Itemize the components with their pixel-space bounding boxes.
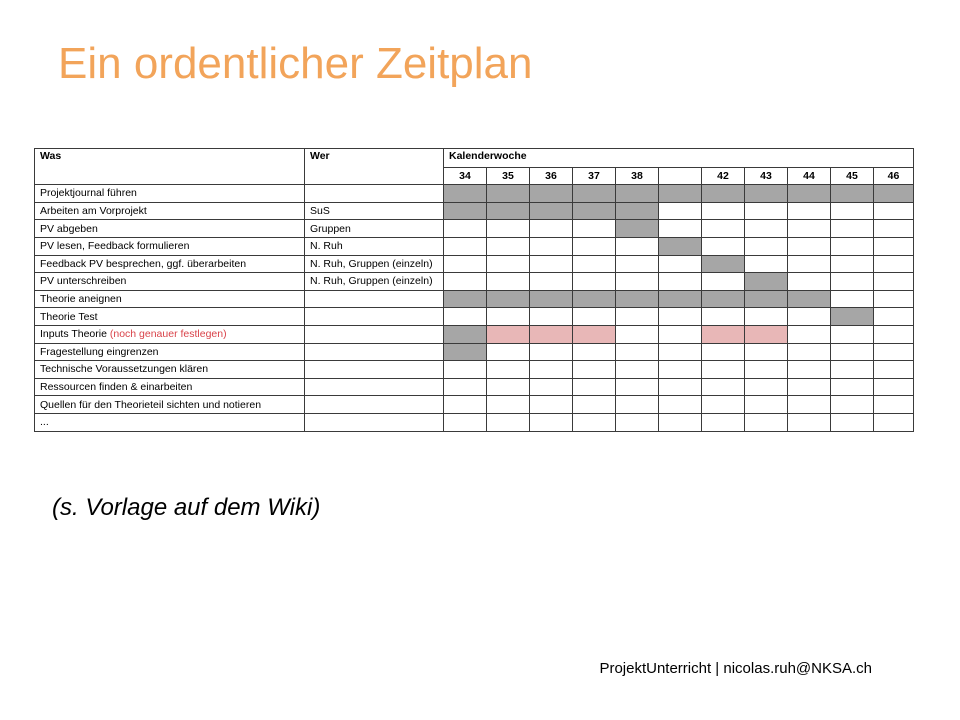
task-name-cell [35, 237, 305, 255]
task-row [35, 202, 914, 220]
week-cell-empty [745, 237, 788, 255]
week-cell-empty [573, 413, 616, 431]
week-cell-empty [530, 255, 573, 273]
task-name: ... [40, 416, 49, 429]
week-cell-empty [874, 255, 914, 273]
week-header-cell: 36 [530, 167, 573, 185]
task-note: (noch genauer festlegen) [109, 328, 227, 341]
task-name-cell [35, 185, 305, 203]
week-cell-scheduled [573, 202, 616, 220]
week-cell-empty [530, 396, 573, 414]
week-cell-empty [788, 255, 831, 273]
week-cell-empty [530, 343, 573, 361]
week-cell-scheduled [874, 185, 914, 203]
task-row [35, 290, 914, 308]
schedule-table [34, 148, 914, 432]
week-cell-empty [530, 413, 573, 431]
week-cell-empty [745, 255, 788, 273]
week-header-cell: 35 [487, 167, 530, 185]
week-cell-empty [831, 343, 874, 361]
task-name-cell [35, 220, 305, 238]
task-row [35, 361, 914, 379]
task-name: Feedback PV besprechen, ggf. überarbeiten [40, 257, 247, 270]
week-cell-empty [788, 202, 831, 220]
week-cell-tentative [573, 325, 616, 343]
week-cell-empty [444, 220, 487, 238]
week-cell-tentative [745, 325, 788, 343]
week-cell-empty [659, 343, 702, 361]
task-row [35, 237, 914, 255]
task-row [35, 220, 914, 238]
task-owner-cell [305, 413, 444, 431]
task-name-cell [35, 325, 305, 343]
task-row [35, 273, 914, 291]
task-name-cell [35, 378, 305, 396]
week-cell-empty [616, 273, 659, 291]
task-name-cell [35, 343, 305, 361]
week-cell-empty [831, 325, 874, 343]
week-cell-empty [530, 220, 573, 238]
week-cell-empty [745, 343, 788, 361]
week-cell-empty [573, 237, 616, 255]
week-cell-empty [530, 378, 573, 396]
column-header-kalenderwoche: Kalenderwoche [444, 149, 914, 168]
task-name: Arbeiten am Vorprojekt [40, 205, 147, 218]
week-cell-empty [874, 413, 914, 431]
week-cell-empty [831, 378, 874, 396]
week-cell-empty [659, 308, 702, 326]
week-cell-empty [745, 396, 788, 414]
week-cell-scheduled [444, 185, 487, 203]
week-cell-empty [659, 220, 702, 238]
week-cell-empty [616, 413, 659, 431]
week-header-cell [659, 167, 702, 185]
week-cell-empty [788, 237, 831, 255]
task-owner-cell [305, 396, 444, 414]
week-cell-empty [831, 220, 874, 238]
week-cell-empty [788, 325, 831, 343]
task-owner-cell [305, 325, 444, 343]
week-cell-empty [702, 308, 745, 326]
week-cell-empty [702, 378, 745, 396]
week-cell-empty [659, 413, 702, 431]
week-header-cell: 42 [702, 167, 745, 185]
week-cell-empty [702, 361, 745, 379]
task-row [35, 396, 914, 414]
week-cell-empty [788, 220, 831, 238]
week-cell-scheduled [444, 325, 487, 343]
week-cell-empty [702, 396, 745, 414]
week-cell-empty [444, 308, 487, 326]
week-cell-empty [573, 396, 616, 414]
task-name: Projektjournal führen [40, 187, 137, 200]
week-cell-empty [874, 396, 914, 414]
week-cell-empty [702, 413, 745, 431]
week-cell-empty [616, 325, 659, 343]
week-cell-empty [444, 273, 487, 291]
week-cell-empty [487, 237, 530, 255]
task-name-cell [35, 413, 305, 431]
task-row [35, 378, 914, 396]
task-owner-cell [305, 308, 444, 326]
week-cell-scheduled [659, 185, 702, 203]
week-cell-scheduled [616, 290, 659, 308]
week-cell-scheduled [702, 290, 745, 308]
week-cell-empty [874, 273, 914, 291]
task-owner-cell [305, 343, 444, 361]
week-cell-empty [487, 361, 530, 379]
task-row [35, 185, 914, 203]
week-cell-empty [616, 343, 659, 361]
week-cell-empty [702, 273, 745, 291]
week-cell-empty [573, 343, 616, 361]
task-owner-cell [305, 185, 444, 203]
task-name: PV unterschreiben [40, 275, 127, 288]
week-cell-empty [831, 361, 874, 379]
week-cell-empty [487, 396, 530, 414]
week-cell-empty [745, 413, 788, 431]
week-cell-empty [659, 325, 702, 343]
week-cell-empty [487, 343, 530, 361]
week-cell-empty [702, 343, 745, 361]
week-header-cell: 46 [874, 167, 914, 185]
week-cell-empty [573, 378, 616, 396]
week-cell-tentative [702, 325, 745, 343]
week-cell-scheduled [788, 290, 831, 308]
week-cell-scheduled [444, 290, 487, 308]
task-row [35, 343, 914, 361]
week-cell-scheduled [444, 202, 487, 220]
week-cell-empty [788, 308, 831, 326]
week-cell-empty [745, 378, 788, 396]
week-cell-empty [530, 308, 573, 326]
week-cell-empty [788, 413, 831, 431]
week-cell-scheduled [487, 185, 530, 203]
task-name: Inputs Theorie [40, 328, 107, 341]
week-cell-empty [874, 237, 914, 255]
week-cell-scheduled [530, 202, 573, 220]
week-cell-empty [831, 255, 874, 273]
week-cell-empty [616, 237, 659, 255]
column-header-was: Was [35, 149, 305, 185]
task-owner-cell: SuS [305, 202, 444, 220]
week-cell-empty [831, 202, 874, 220]
week-cell-scheduled [616, 220, 659, 238]
week-cell-empty [530, 273, 573, 291]
task-owner-cell: Gruppen [305, 220, 444, 238]
week-cell-empty [702, 202, 745, 220]
week-cell-empty [874, 220, 914, 238]
week-cell-scheduled [702, 255, 745, 273]
task-name-cell [35, 396, 305, 414]
week-cell-empty [745, 361, 788, 379]
week-cell-empty [831, 273, 874, 291]
week-cell-empty [444, 396, 487, 414]
task-row [35, 255, 914, 273]
task-name-cell [35, 290, 305, 308]
week-cell-scheduled [573, 185, 616, 203]
task-owner-cell [305, 378, 444, 396]
task-owner-cell [305, 361, 444, 379]
week-cell-empty [745, 308, 788, 326]
task-name-cell [35, 255, 305, 273]
task-name-cell [35, 361, 305, 379]
week-cell-empty [487, 255, 530, 273]
week-cell-empty [831, 413, 874, 431]
week-cell-tentative [487, 325, 530, 343]
week-cell-scheduled [616, 202, 659, 220]
task-name: Theorie aneignen [40, 293, 122, 306]
task-name: Technische Voraussetzungen klären [40, 363, 209, 376]
week-cell-scheduled [573, 290, 616, 308]
task-owner-cell: N. Ruh [305, 237, 444, 255]
week-cell-empty [487, 413, 530, 431]
wiki-reference-note: (s. Vorlage auf dem Wiki) [52, 494, 321, 521]
week-cell-empty [616, 308, 659, 326]
week-cell-scheduled [659, 237, 702, 255]
week-cell-empty [831, 290, 874, 308]
week-cell-scheduled [702, 185, 745, 203]
week-cell-empty [874, 378, 914, 396]
task-row [35, 413, 914, 431]
week-cell-empty [745, 202, 788, 220]
week-cell-empty [616, 396, 659, 414]
week-cell-scheduled [831, 308, 874, 326]
task-name-cell [35, 308, 305, 326]
footer-text: ProjektUnterricht | nicolas.ruh@NKSA.ch [599, 660, 872, 677]
task-name: PV lesen, Feedback formulieren [40, 240, 190, 253]
week-cell-empty [573, 220, 616, 238]
task-row [35, 325, 914, 343]
week-cell-empty [659, 396, 702, 414]
week-cell-empty [788, 343, 831, 361]
column-header-wer: Wer [305, 149, 444, 185]
week-header-cell: 38 [616, 167, 659, 185]
task-name: Ressourcen finden & einarbeiten [40, 381, 193, 394]
week-cell-empty [530, 361, 573, 379]
week-cell-scheduled [444, 343, 487, 361]
slide-title: Ein ordentlicher Zeitplan [58, 39, 533, 88]
week-cell-empty [573, 273, 616, 291]
task-name: Fragestellung eingrenzen [40, 345, 159, 358]
week-cell-scheduled [616, 185, 659, 203]
week-cell-scheduled [530, 185, 573, 203]
week-cell-empty [573, 361, 616, 379]
task-name-cell [35, 273, 305, 291]
week-cell-empty [444, 237, 487, 255]
task-name: Quellen für den Theorieteil sichten und notieren [40, 398, 262, 411]
week-cell-empty [444, 378, 487, 396]
week-cell-empty [659, 361, 702, 379]
week-cell-empty [874, 202, 914, 220]
week-header-cell: 45 [831, 167, 874, 185]
week-cell-empty [487, 308, 530, 326]
task-name-cell [35, 202, 305, 220]
week-cell-empty [616, 255, 659, 273]
week-header-cell: 34 [444, 167, 487, 185]
week-cell-scheduled [487, 290, 530, 308]
week-cell-empty [788, 378, 831, 396]
task-owner-cell: N. Ruh, Gruppen (einzeln) [305, 255, 444, 273]
week-cell-empty [616, 378, 659, 396]
week-cell-empty [874, 343, 914, 361]
week-cell-empty [788, 396, 831, 414]
week-cell-empty [702, 220, 745, 238]
week-cell-empty [831, 237, 874, 255]
week-cell-empty [573, 255, 616, 273]
week-cell-empty [659, 273, 702, 291]
week-cell-empty [659, 202, 702, 220]
week-cell-empty [487, 220, 530, 238]
week-cell-scheduled [788, 185, 831, 203]
week-cell-empty [874, 325, 914, 343]
week-cell-empty [444, 255, 487, 273]
week-cell-empty [874, 290, 914, 308]
week-cell-empty [530, 237, 573, 255]
task-owner-cell [305, 290, 444, 308]
week-cell-empty [659, 255, 702, 273]
week-cell-empty [788, 361, 831, 379]
week-cell-empty [745, 220, 788, 238]
task-name: Theorie Test [40, 310, 98, 323]
week-cell-empty [788, 273, 831, 291]
week-cell-scheduled [745, 185, 788, 203]
week-cell-scheduled [745, 273, 788, 291]
week-cell-scheduled [745, 290, 788, 308]
week-cell-scheduled [659, 290, 702, 308]
week-header-cell: 43 [745, 167, 788, 185]
week-cell-scheduled [530, 290, 573, 308]
week-cell-empty [487, 378, 530, 396]
week-cell-empty [874, 361, 914, 379]
header-row [35, 149, 914, 168]
week-cell-tentative [530, 325, 573, 343]
task-row [35, 308, 914, 326]
week-cell-empty [702, 237, 745, 255]
week-cell-scheduled [831, 185, 874, 203]
task-name: PV abgeben [40, 222, 98, 235]
task-owner-cell: N. Ruh, Gruppen (einzeln) [305, 273, 444, 291]
week-cell-empty [659, 378, 702, 396]
week-cell-empty [487, 273, 530, 291]
week-cell-empty [444, 361, 487, 379]
week-cell-empty [874, 308, 914, 326]
week-header-cell: 44 [788, 167, 831, 185]
week-cell-empty [444, 413, 487, 431]
week-header-cell: 37 [573, 167, 616, 185]
week-cell-empty [573, 308, 616, 326]
week-cell-scheduled [487, 202, 530, 220]
week-cell-empty [831, 396, 874, 414]
week-cell-empty [616, 361, 659, 379]
